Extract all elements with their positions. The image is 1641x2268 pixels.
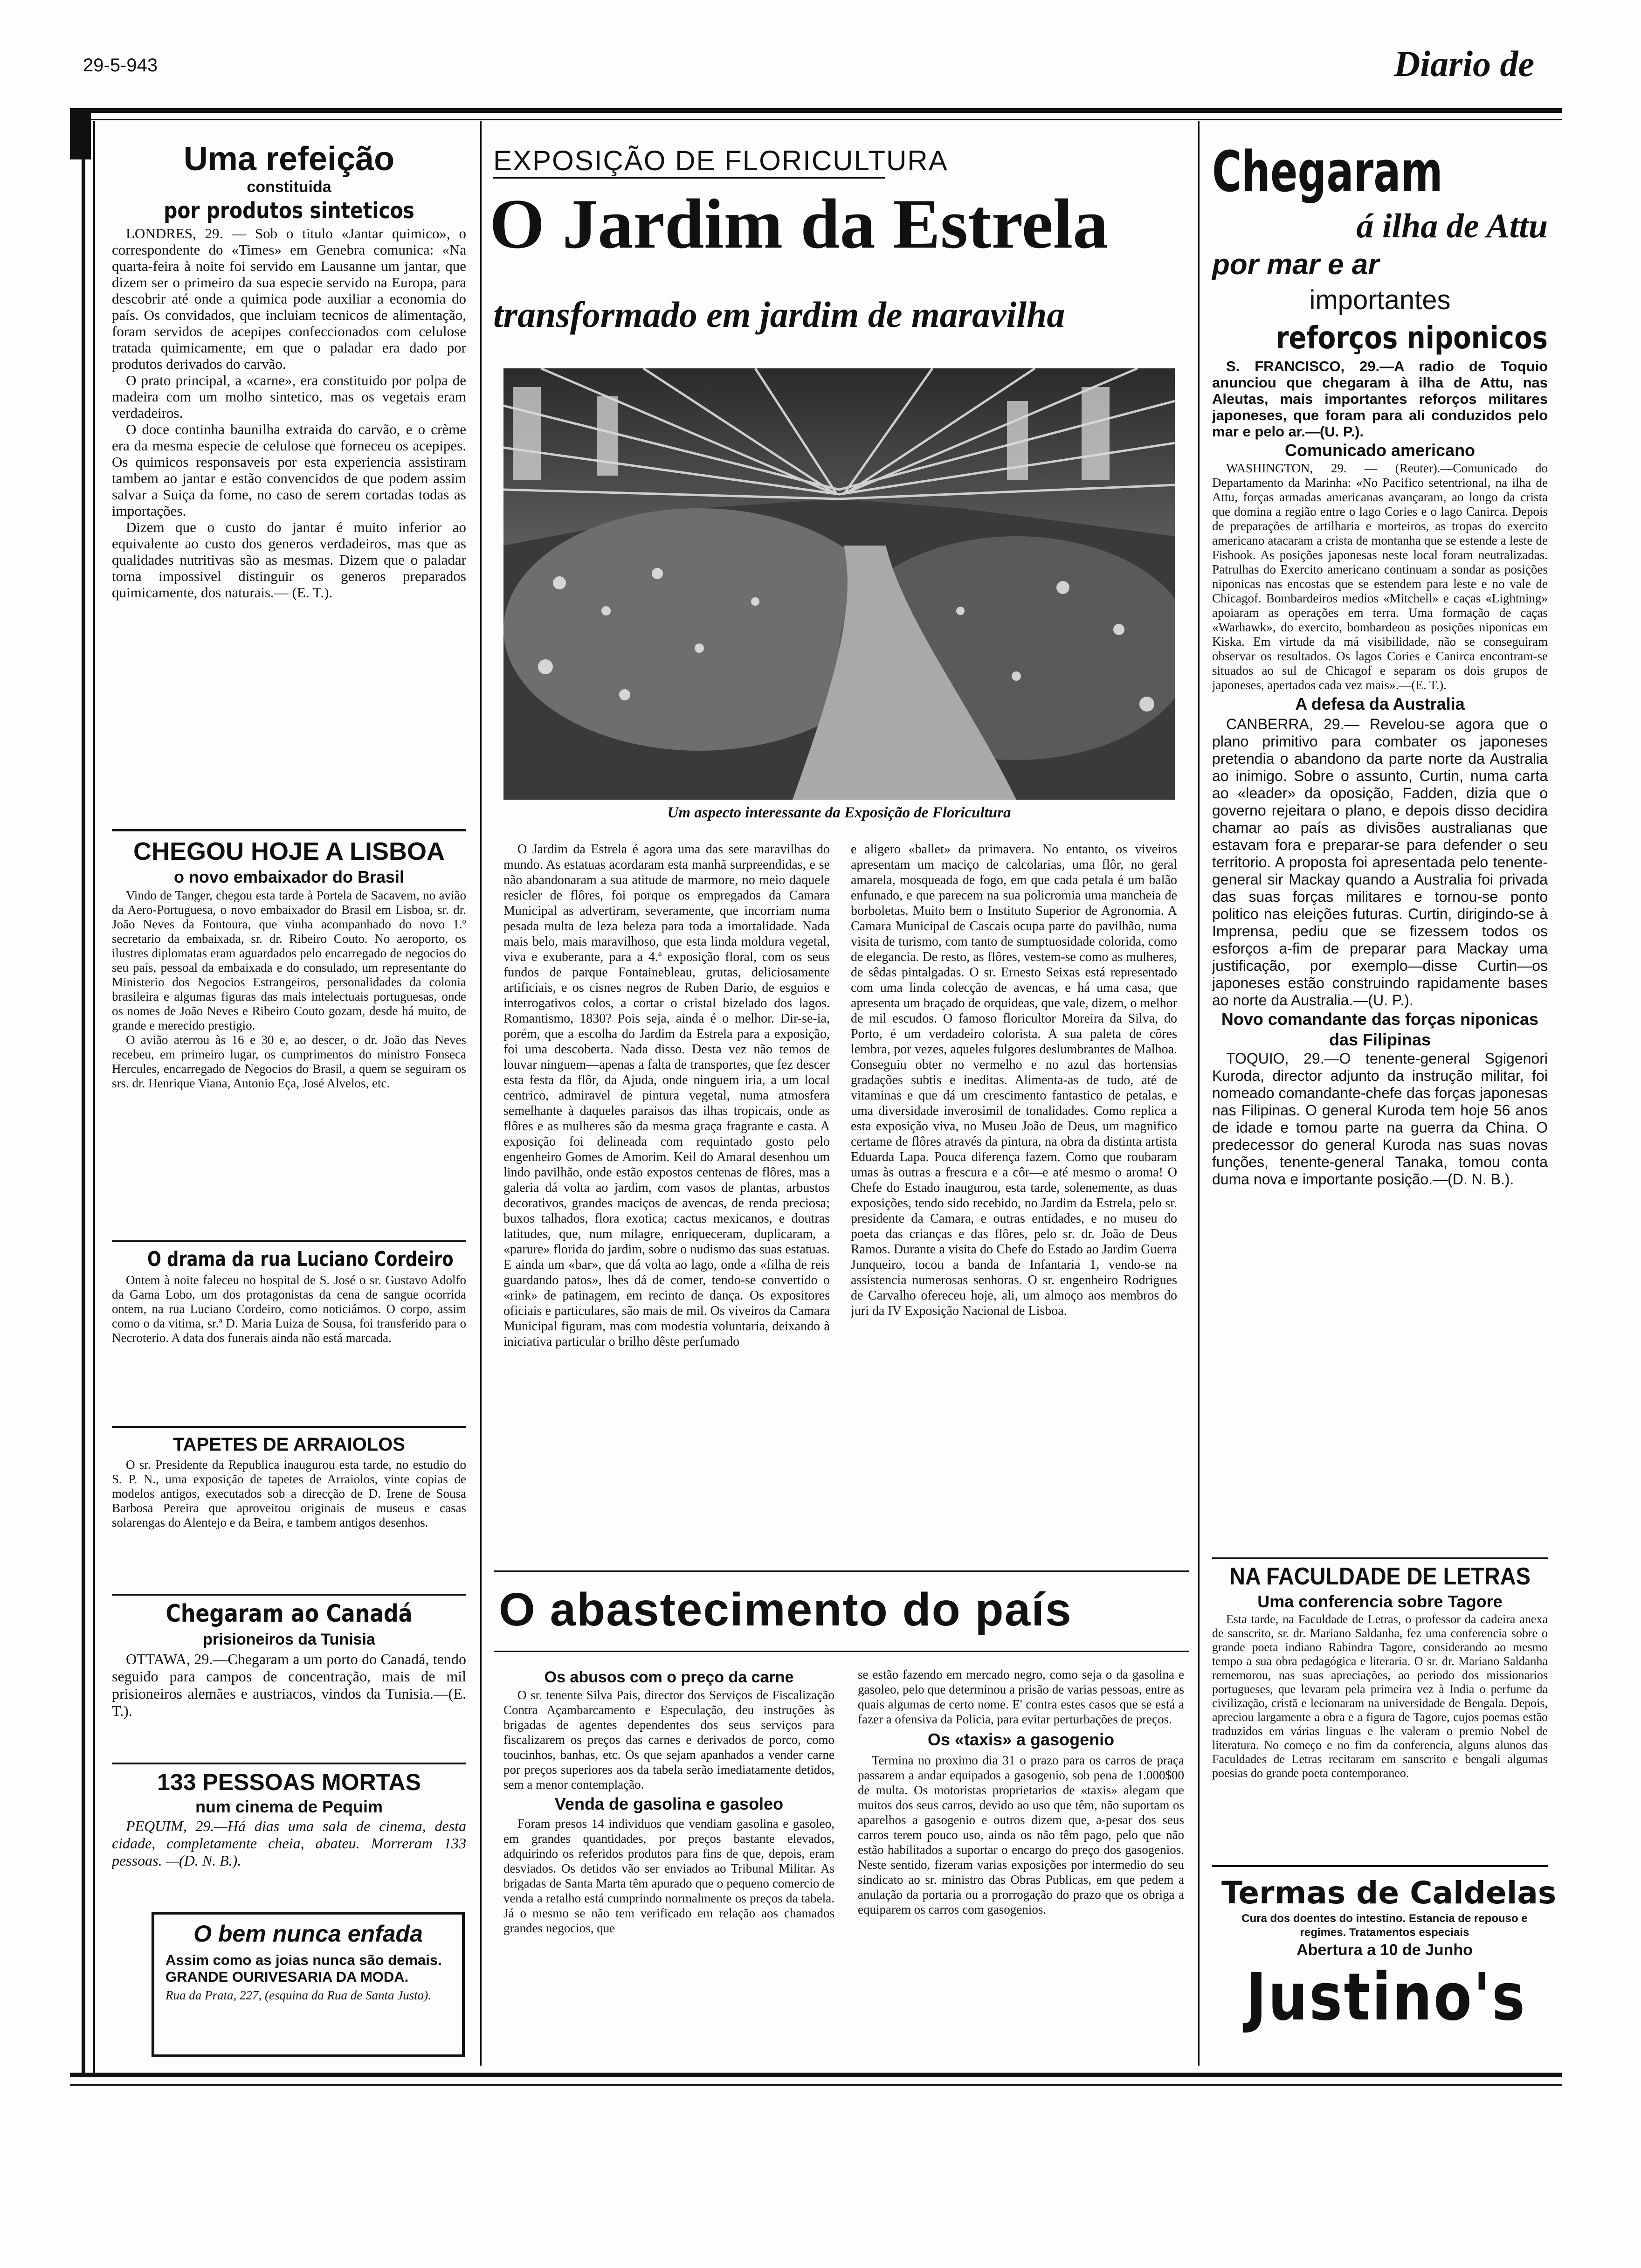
- attu-subhead: Novo comandante das forças niponicas das Filipinas: [1221, 1010, 1539, 1049]
- garden-paragraph: e aligero «ballet» da primavera. No entanto, os viveiros apresentam um maciço de calcolarias, uma flôr, no geral amarela, mosqueada de fogo, em que cada petala é um balão enfunado, e que parecem na sua policromia uma mancheia de borboletas. Muito bem o Instituto Superior de Agronomia. A Camara Municipal de Cascais ocupa parte do pavilhão, numa visita de turismo, com tanto de sumptuosidade colorida, como de elegancia. De resto, as flôres, vestem-se como as mulheres, de sêdas pintalgadas. O sr. Ernesto Seixas está representado com uma linda colecção de avencas, e há uma casa, que apresenta um braçado de orquideas, que vale, dizem, o melhor de mil escudos. O famoso floricultor Moreira da Silva, do Porto, é um verdadeiro colorista. A sua paleta de côres lembra, por vezes, aqueles fulgores deslumbrantes de Malhoa. Conseguiu obter no vermelho e no azul das hortensias gradações subtis e ineditas. Alimenta-as de tudo, até de vitaminas e que dá um crescimento fantastico de petalas, e uma diversidade inverosimil de tonalidades. Como replica a esta exposição viva, no Museu João de Deus, um magnifico certame de flôres através da pintura, na obra da distinta artista Eduarda Lapa. Pouca diferença fazem. Como que roubaram umas às outras a frescura e a côr—e até mesmo o aroma! O Chefe do Estado inaugurou, esta tarde, solenemente, as duas exposições, tendo sido recebido, no Jardim da Estrela, pelo sr. presidente da Camara, e outras entidades, e no museu do poeta das crianças e das flôres, pelo sr. dr. João de Deus Ramos. Durante a visita do Chefe do Estado ao Jardim Guerra Junqueiro, tocou a banda de Infantaria 1, vendo-se na assistencia numerosas senhoras. O sr. engenheiro Rodrigues de Carvalho ofereceu hoje, ali, um almoço aos membros do juri da IV Exposição Nacional de Lisboa.: [851, 842, 1177, 1318]
- attu-paragraph: CANBERRA, 29.— Revelou-se agora que o plano primitivo para combater os japoneses pretendia o abandono da parte norte da Australia ao inimigo. Sobre o assunto, Curtin, numa carta ao «leader» da oposição, Fadden, dizia que o governo rejeitara o plano, e depois disso decidira chamar ao país as divisões australianas que estavam fora e preparar-se para defender o seu territorio. A proposta foi apresentada pelo tenente-general sir Mackay quando a Australia foi privada das suas forças militares e tornou-se ponto politico nas eleições futuras. Curtin, dirigindo-se à Imprensa, pediu que se fizessem todos os esforços a-fim de preparar para Mackay uma justificação, por exemplo—disse Curtin—os japoneses estão construindo rapidamente bases ao norte da Australia.—(U. P.).: [1212, 716, 1548, 1009]
- deaths-subtitle: num cinema de Pequim: [195, 1797, 383, 1816]
- caldelas-ad-opening: Abertura a 10 de Junho: [1296, 1941, 1473, 1959]
- attu-body: [1212, 358, 1548, 1757]
- attu-subhead: Comunicado americano: [1284, 441, 1476, 460]
- top-rule-thin: [70, 119, 1562, 120]
- supply-subhead: Os «taxis» a gasogenio: [927, 1730, 1115, 1749]
- attu-paragraph: TOQUIO, 29.—O tenente-general Sgigenori Kuroda, director adjunto da instrução militar, foi nomeado comandante-chefe das forças japonesas nas Filipinas. O general Kuroda tem hoje 56 anos de idade e tomou parte na guerra da China. O predecessor do general Kuroda nas suas novas funções, tenente-general Tanaka, tomou conta duma nova e importante posição.—(D. N. B.).: [1212, 1050, 1548, 1188]
- caldelas-ad-line: Cura dos doentes do intestino. Estancia de repouso e regimes. Tratamentos especiais: [1241, 1912, 1528, 1939]
- ambassador-subtitle: o novo embaixador do Brasil: [173, 867, 405, 886]
- garden-photo: [503, 368, 1175, 800]
- supply-top-rule: [494, 1570, 1189, 1572]
- faculty-subtitle: Uma conferencia sobre Tagore: [1257, 1592, 1503, 1611]
- supply-col1: [503, 1667, 834, 2068]
- kicker-underline: [493, 177, 885, 179]
- faculty-body: [1212, 1612, 1548, 1864]
- photo-caption: Um aspecto interessante da Exposição de Floricultura: [667, 804, 1011, 821]
- attu-subtitle-3: importantes: [1309, 285, 1451, 315]
- ambassador-paragraph: O avião aterrou às 16 e 30 e, ao descer, o dr. João das Neves recebeu, em primeiro lugar, os cumprimentos do ministro Fonseca Hercules, encarregado de Negocios do Brasil, a quem se seguiram os srs. dr. Henrique Viana, Antonio Eça, José Alvelos, etc.: [112, 1033, 466, 1090]
- attu-subtitle-4: reforços niponicos: [1276, 320, 1548, 356]
- ambassador-article: [112, 837, 466, 1229]
- caldelas-ad: [1221, 1874, 1557, 2035]
- meal-paragraph: O prato principal, a «carne», era constituido por polpa de madeira com um molho sintetico, mas os vegetais eram verdadeiros.: [112, 372, 466, 421]
- supply-headline: O abastecimento do país: [499, 1583, 1072, 1636]
- meal-headline: Uma refeição: [183, 140, 395, 178]
- divider: [112, 1763, 466, 1764]
- top-rule-thick: [70, 108, 1562, 113]
- divider: [112, 1240, 466, 1242]
- canada-headline: Chegaram ao Canadá: [165, 1600, 413, 1628]
- supply-subhead: Venda de gasolina e gasoleo: [554, 1794, 784, 1813]
- supply-paragraph: O sr. tenente Silva Pais, director dos Serviços de Fiscalização Contra Açambarcamento e Especulação, deu instruções às brigadas de agentes dependentes dos seus serviços para fiscalizarem os preços das carnes e derivados de porco, como toucinhos, banhas, etc. Os que sejam apanhados a vender carne por preços superiores aos da tabela serão imediatamente detidos, sem a menor contemplação.: [503, 1688, 834, 1791]
- kicker: EXPOSIÇÃO DE FLORICULTURA: [493, 145, 948, 176]
- supply-col2: [858, 1667, 1184, 2068]
- attu-subtitle-1: á ilha de Attu: [1356, 207, 1548, 245]
- garden-article-col1: [503, 842, 830, 1569]
- meal-subtitle-2: por produtos sinteticos: [164, 198, 414, 224]
- left-vertical-rule-thin: [93, 121, 95, 2075]
- ambassador-body: [112, 888, 466, 1229]
- supply-under-rule: [494, 1651, 1189, 1652]
- rugs-headline: TAPETES DE ARRAIOLOS: [173, 1434, 405, 1455]
- jewelry-ad-address: Rua da Prata, 227, (esquina da Rua de Santa Justa).: [165, 1988, 431, 2002]
- bottom-rule-thin: [70, 2084, 1562, 2086]
- divider: [1212, 1865, 1548, 1867]
- attu-subhead: A defesa da Australia: [1295, 694, 1465, 713]
- rugs-paragraph: O sr. Presidente da Republica inaugurou esta tarde, no estudio do S. P. N., uma exposição de tapetes de Arraiolos, vinte copias de modelos antigos, executados sob a direcção de D. Irene de Sousa Barbosa Pereira que aproveitou originais de museus e casas solarengas do Alentejo e da Beira, e tambem antigos desenhos.: [112, 1458, 466, 1529]
- divider: [1212, 1557, 1548, 1559]
- drama-body: [112, 1273, 466, 1427]
- attu-paragraph: WASHINGTON, 29. — (Reuter).—Comunicado do Departamento da Marinha: «No Pacifico setentrional, na ilha de Attu, forças armadas americanas avançaram, ao longo da crista que domina a região entre o lago Cories e o lago Canirca. Depois de preparações de artilharia e morteiros, as tropas do exercito americano atacaram a crista de montanha que se estende a leste de Fishook. As posições japonesas neste local foram neutralizadas. Patrulhas do Exercito americano continuam a sondar as posições niponicas nas encostas que se estendem para leste e no vale de Chicagof. Bombardeiros medios «Mitchell» e caças «Lightning» apoiaram as operações em terra. Uma formação de caças «Warhawk», do exercito, bombardeou as posições niponicas em Kiska. Em virtude da má visibilidade, não se conseguiram observar os resultados. Os lagos Cories e Canirca encontram-se situados ao sul de Chicagof e separam os dois grupos de japoneses, apertados cada vez mais».—(E. T.).: [1212, 461, 1548, 692]
- column-rule-2: [1198, 121, 1200, 2066]
- rugs-body: [112, 1458, 466, 1593]
- divider: [112, 1594, 466, 1596]
- deaths-paragraph: PEQUIM, 29.—Há dias uma sala de cinema, desta cidade, completamente cheia, abateu. Morreram 133 pessoas. —(D. N. B.).: [112, 1818, 466, 1869]
- deaths-article: [112, 1768, 466, 1869]
- canada-subtitle: prisioneiros da Tunisia: [203, 1631, 375, 1648]
- canada-article: [112, 1599, 466, 1720]
- divider: [494, 839, 496, 1567]
- page-date: 29-5-943: [83, 55, 158, 76]
- jewelry-ad-title: O bem nunca enfada: [193, 1921, 423, 1947]
- canada-paragraph: OTTAWA, 29.—Chegaram a um porto do Canadá, tendo seguido para campos de concentração, mais de mil prisioneiros alemães e austriacos, vindos da Tunisia.—(E. T.).: [112, 1651, 466, 1719]
- main-headline: O Jardim da Estrela: [490, 185, 1109, 263]
- rugs-article: [112, 1431, 466, 1593]
- attu-subtitle-2: por mar e ar: [1212, 249, 1379, 281]
- right-column: [1212, 140, 1548, 1757]
- column-rule-1: [480, 121, 482, 2066]
- masthead: Diario de: [1394, 43, 1535, 84]
- divider: [112, 829, 466, 831]
- corner-block: [70, 108, 91, 159]
- attu-paragraph: S. FRANCISCO, 29.—A radio de Toquio anunciou que chegaram à ilha de Attu, nas Aleutas, mais importantes reforços militares japoneses, que foram para ali conduzidos pelo mar e pelo ar.—(U. P.).: [1212, 358, 1548, 440]
- ambassador-paragraph: Vindo de Tanger, chegou esta tarde à Portela de Sacavem, no avião da Aero-Portuguesa, o novo embaixador do Brasil em Lisboa, sr. dr. João Neves da Fontoura, que vinha acompanhado do novo 1.º secretario da embaixada, sr. dr. Ribeiro Couto. No aeroporto, os ilustres diplomatas eram aguardados pelo encarregado de negocios do seu país, pessoal da embaixada e do consulado, um representante do Ministerio dos Negocios Estrangeiros, personalidades da colonia brasileira e algumas figuras das mais intelectuais portuguesas, onde os nomes de João Neves e Ribeiro Couto gozam, desde há muito, de grande e merecido prestigio.: [112, 888, 466, 1032]
- garden-article-col2: [851, 842, 1177, 1569]
- ambassador-headline: CHEGOU HOJE A LISBOA: [133, 837, 445, 865]
- bottom-rule-thick: [70, 2073, 1562, 2077]
- drama-article: [112, 1246, 466, 1427]
- divider: [112, 1426, 466, 1428]
- meal-paragraph: Dizem que o custo do jantar é muito inferior ao equivalente ao custo dos generos verdadeiros, mas que as qualidades nutritivas são as mesmas. Dizem que o paladar torna impossivel distinguir os generos preparados quimicamente, dos naturais.— (E. T.).: [112, 519, 466, 601]
- faculty-article: [1212, 1562, 1548, 1864]
- faculty-paragraph: Esta tarde, na Faculdade de Letras, o professor da cadeira anexa de sanscrito, sr. dr. Mariano Saldanha, fez uma conferencia sobre o grande poeta indiano Rabindra Tagore, considerando ao mesmo tempo a sua obra pedagógica e literaria. O sr. dr. Mariano Saldanha rememorou, nas suas apreciações, ao periodo dos missionarios portugueses, que levaram pela primeira vez à India o perfume da civilização, cristã e lecionaram na universidade de Bengala. Depois, apreciou largamente a obra e a figura de Tagore, cujos poemas estão traduzidos em várias linguas e lhe valeram o premio Nobel de literatura. No começo e no fim da conferencia, alguns alunos das Faculdades de Letras recitaram em sanscrito e bengali algumas poesias do grande poeta contemporaneo.: [1212, 1612, 1548, 1780]
- jewelry-ad-text: Assim como as joias nunca são demais. GRANDE OURIVESARIA DA MODA.: [165, 1952, 442, 1985]
- meal-subtitle-1: constituida: [247, 178, 331, 196]
- meal-body: [112, 225, 466, 775]
- drama-headline: O drama da rua Luciano Cordeiro: [147, 1247, 454, 1271]
- supply-paragraph: Termina no proximo dia 31 o prazo para os carros de praça passarem a andar equipados a gasogenio, sob pena de 1.000$00 de multa. Os motoristas proprietarios de «taxis» alegam que muitos dos seus carros, devido ao uso que têm, não suportam os aparelhos a gasogenio e outros dizem que, a-pesar dos seus carros terem pouco uso, ainda os não têm pago, pelo que não estão habilitados a suportar o encargo do preço dos gasogenios. Neste sentido, fizeram varias exposições por intermedio do seu sindicato ao sr. ministro das Obras Publicas, em que pedem a anulação da portaria ou a prorrogação do prazo que os obriga a equiparem os carros com gasogenios.: [858, 1753, 1184, 1916]
- garden-paragraph: O Jardim da Estrela é agora uma das sete maravilhas do mundo. As estatuas acordaram esta manhã surpreendidas, e se não abandonaram a sua atitude de marmore, no meio daquele resicler de flôres, foi porque os empregados da Camara Municipal as advertiram, severamente, que incorriam numa pesada multa de leza beleza para toda a imortalidade. Nada mais belo, mais maravilhoso, que esta linda moldura vegetal, viva e exuberante, para a 4.ª exposição floral, com os seus fundos de parque Fontainebleau, grutas, deliciosamente artificiais, e os cisnes negros de Ruben Dario, de esguios e interrogativos colos, a cortar o cristal bizelado dos lagos. Romantismo, 1830? Pois seja, ainda é o melhor. Dir-se-ia, porém, que a escolha do Jardim da Estrela para a exposição, foi uma descoberta. Nada disso. Desta vez não temos de louvar ninguem—apenas a falta de transportes, que fez descer esta festa da flôr, da Ajuda, onde ninguem iria, a um local centrico, admiravel de pintura vegetal, numa atmosfera semelhante à daqueles paraisos das ilhas tropicais, onde as flôres e as mulheres são da mesma graça fragrante e casta. A exposição foi delineada com requintado gosto pelo engenheiro Gomes de Amorim. Keil do Amaral desenhou um lindo pavilhão, onde estão expostos centenas de flôres, mas a galeria dá volta ao jardim, com vasos de plantas, arbustos decorativos, grandes maciços de avencas, de renda preciosa; buxos talhados, flora exotica; cactus mexicanos, e doutras latitudes, que, num milagre, enriqueceram, duplicaram, a «parure» florida do jardim, sobre o nudismo das suas estatuas. E ainda um «bar», que dá volta ao lago, onde a «filha de reis guardando patos», lhes dá de comer, tendo-se convertido o «rink» de patinagem, em recinto de dança. Os expositores oficiais e particulares, são mais de mil. Os viveiros da Camara Municipal figuram, mas com modestia voluntaria, deixando à iniciativa particular o brilho dêste perfumado: [503, 842, 830, 1349]
- jewelry-ad: [152, 1912, 465, 2057]
- caldelas-ad-title: Termas de Caldelas: [1221, 1875, 1557, 1911]
- pavilion-photo-illustration: [503, 368, 1175, 800]
- supply-subhead: Os abusos com o preço da carne: [544, 1668, 794, 1686]
- justinos-brand: Justino's: [1246, 1959, 1527, 2035]
- drama-paragraph: Ontem à noite faleceu no hospital de S. José o sr. Gustavo Adolfo da Gama Lobo, um dos protagonistas da cena de sangue ocorrida ontem, na rua Luciano Cordeiro, como noticiámos. O corpo, assim como o da vitima, sr.ª D. Maria Luiza de Sousa, foi transferido para o Necroterio. A data dos funerais ainda não está marcada.: [112, 1273, 466, 1345]
- main-subhead: transformado em jardim de maravilha: [493, 294, 1065, 335]
- supply-paragraph: se estão fazendo em mercado negro, como seja o da gasolina e gasoleo, pelo que determinou a prisão de varias pessoas, entre as quais algumas de certo nome. E' contra estes casos que se está a fazer a ofensiva da Policia, para evitar perturbações de preços.: [858, 1667, 1184, 1726]
- meal-paragraph: LONDRES, 29. — Sob o titulo «Jantar quimico», o correspondente do «Times» em Genebra comunica: «Na quarta-feira à noite foi servido em Lausanne um jantar, que dizem ser o primeiro da sua especie servido na Europa, para descobrir até onde a quimica pode auxiliar a economia do país. Os convidados, que incluiam tecnicos de alimentação, foram servidos de acepipes confeccionados com celulose tratada quimicamente, em que o paladar era dado por produtos derivados do carvão.: [112, 225, 466, 372]
- supply-paragraph: Foram presos 14 individuos que vendiam gasolina e gasoleo, em grandes quantidades, por preços bastante elevados, adquirindo os referidos produtos para fins de que, depois, eram desviados. Os detidos vão ser enviados ao Tribunal Militar. As brigadas de Santa Marta têm apurado que o pequeno comercio de venda a retalho está cumprindo normalmente os preços da tabela. Já o mesmo se não tem verificado em relação aos chamados grandes negocios, que: [503, 1817, 834, 1935]
- attu-headline: Chegaram: [1212, 140, 1443, 205]
- meal-paragraph: O doce continha baunilha extraida do carvão, e o crème era da mesma especie de celulose que forneceu os acepipes. Os quimicos responsaveis por esta experiencia assistiram tambem ao jantar e estão convencidos de que podem assim salvar a Suiça da fome, no caso de serem cortadas todas as importações.: [112, 421, 466, 519]
- deaths-headline: 133 PESSOAS MORTAS: [157, 1769, 421, 1795]
- faculty-headline: NA FACULDADE DE LETRAS: [1229, 1563, 1531, 1590]
- left-column: [112, 140, 466, 775]
- left-vertical-rule: [82, 112, 85, 2075]
